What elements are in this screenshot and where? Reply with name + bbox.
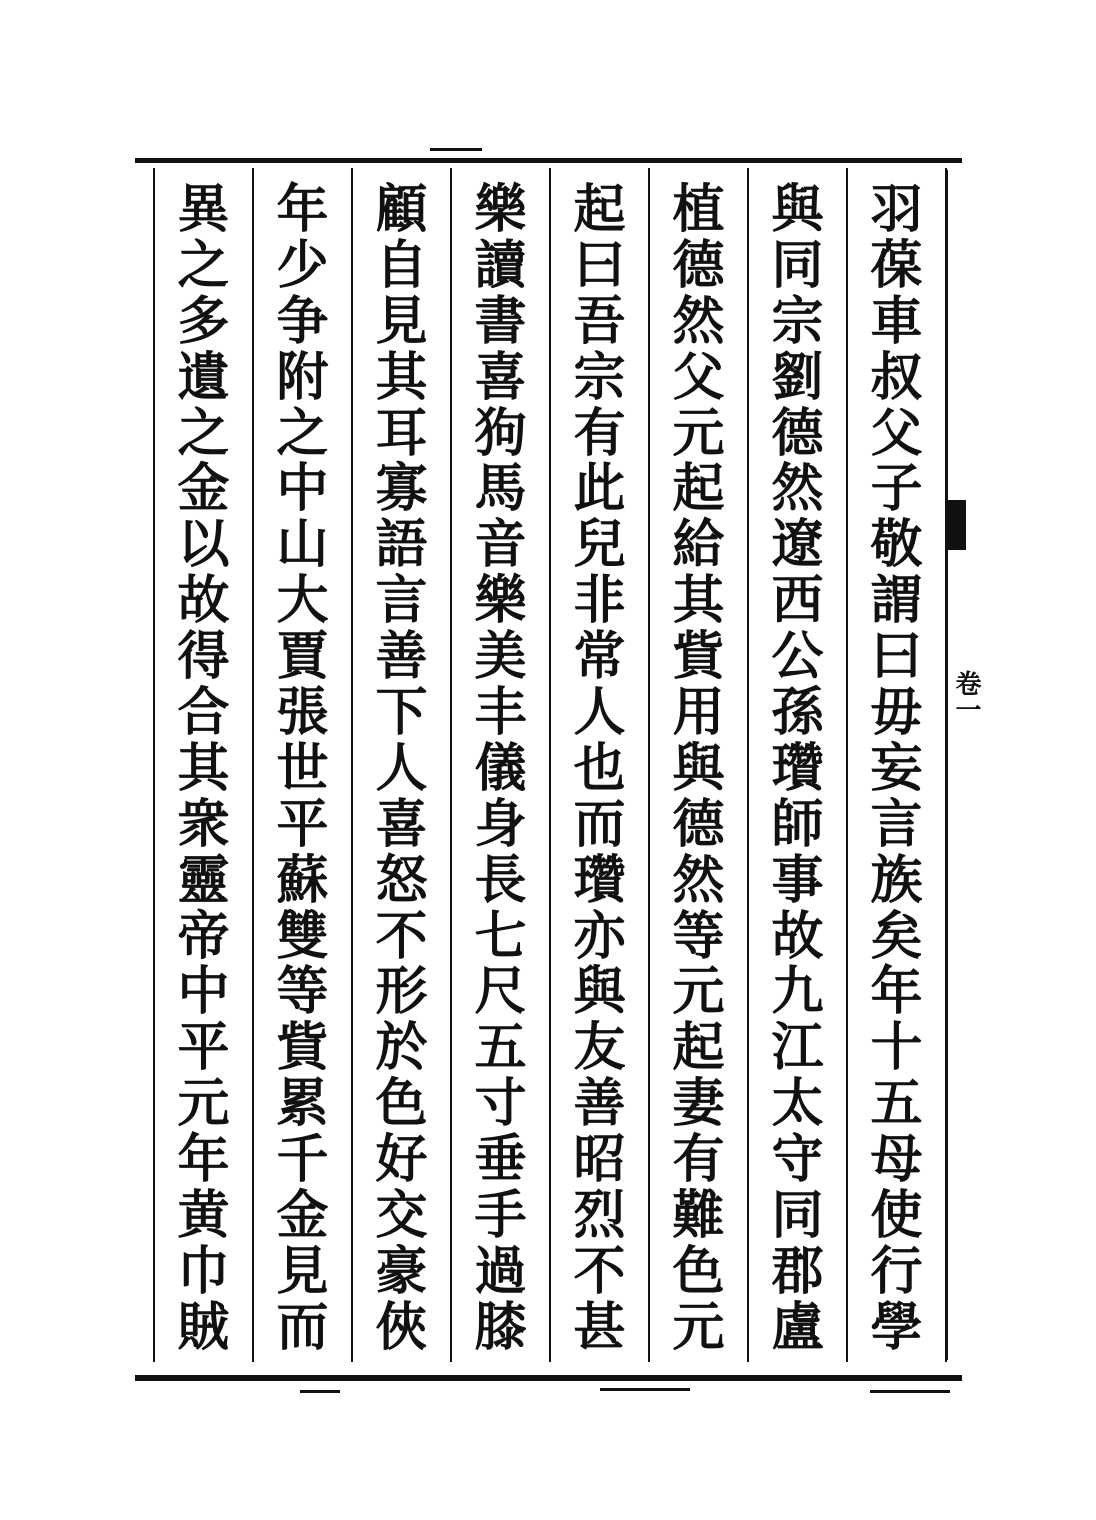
character: 形	[375, 961, 428, 1023]
character: 合	[177, 682, 230, 744]
character: 德	[771, 402, 824, 464]
character: 喜	[474, 346, 527, 408]
character: 瓚	[771, 737, 824, 799]
character: 靈	[177, 849, 230, 911]
character: 父	[870, 402, 923, 464]
character: 之	[177, 402, 230, 464]
character: 巾	[177, 1240, 230, 1302]
character: 黄	[177, 1185, 230, 1247]
character: 起	[672, 458, 725, 520]
character: 色	[672, 1240, 725, 1302]
character: 然	[672, 849, 725, 911]
character: 中	[276, 458, 329, 520]
character: 故	[771, 905, 824, 967]
character: 師	[771, 793, 824, 855]
character: 人	[573, 682, 626, 744]
character: 瓚	[573, 849, 626, 911]
character: 使	[870, 1185, 923, 1247]
character: 昭	[573, 1129, 626, 1191]
character: 樂	[474, 570, 527, 632]
text-column	[664, 179, 734, 1358]
character: 貲	[672, 626, 725, 688]
character: 有	[672, 1129, 725, 1191]
character: 金	[276, 1185, 329, 1247]
ink-speck	[430, 148, 482, 151]
ink-speck	[300, 1390, 340, 1393]
character: 山	[276, 514, 329, 576]
character: 平	[276, 793, 329, 855]
character: 得	[177, 626, 230, 688]
character: 用	[672, 682, 725, 744]
character: 父	[672, 346, 725, 408]
character: 元	[672, 1296, 725, 1358]
character: 也	[573, 737, 626, 799]
character: 同	[771, 234, 824, 296]
character: 行	[870, 1240, 923, 1302]
character: 敬	[870, 514, 923, 576]
character: 然	[672, 290, 725, 352]
column-rule	[252, 168, 254, 1362]
character: 亦	[573, 905, 626, 967]
character: 宗	[771, 290, 824, 352]
character: 張	[276, 682, 329, 744]
character: 不	[375, 905, 428, 967]
character: 身	[474, 793, 527, 855]
character: 喜	[375, 793, 428, 855]
character: 樂	[474, 179, 527, 240]
character: 言	[375, 570, 428, 632]
character: 烈	[573, 1185, 626, 1247]
character: 等	[672, 905, 725, 967]
character: 盧	[771, 1296, 824, 1358]
fishtail-mark	[946, 500, 966, 550]
character: 之	[177, 234, 230, 296]
character: 下	[375, 682, 428, 744]
character: 膝	[474, 1296, 527, 1358]
character: 植	[672, 179, 725, 240]
character: 垂	[474, 1129, 527, 1191]
character: 族	[870, 849, 923, 911]
top-border-rule	[135, 158, 962, 163]
character: 金	[177, 458, 230, 520]
character: 有	[573, 402, 626, 464]
character: 争	[276, 290, 329, 352]
character: 平	[177, 1017, 230, 1079]
margin-strip	[946, 170, 970, 1360]
character: 曰	[573, 234, 626, 296]
character: 公	[771, 626, 824, 688]
column-rule	[549, 168, 551, 1362]
character: 起	[672, 1017, 725, 1079]
character: 守	[771, 1129, 824, 1191]
character: 其	[672, 570, 725, 632]
character: 江	[771, 1017, 824, 1079]
character: 不	[573, 1240, 626, 1302]
character: 太	[771, 1073, 824, 1135]
character: 曰	[870, 626, 923, 688]
character: 而	[573, 793, 626, 855]
character: 郡	[771, 1240, 824, 1302]
character: 見	[276, 1240, 329, 1302]
text-column	[763, 179, 833, 1358]
character: 年	[276, 179, 329, 240]
character: 元	[672, 402, 725, 464]
character: 宗	[573, 346, 626, 408]
character: 賊	[177, 1296, 230, 1358]
character: 豪	[375, 1240, 428, 1302]
character: 妻	[672, 1073, 725, 1135]
character: 自	[375, 234, 428, 296]
character: 賈	[276, 626, 329, 688]
character: 中	[177, 961, 230, 1023]
character: 五	[474, 1017, 527, 1079]
character: 怒	[375, 849, 428, 911]
character: 顧	[375, 179, 428, 240]
text-column	[862, 179, 932, 1358]
character: 馬	[474, 458, 527, 520]
character: 與	[672, 737, 725, 799]
character: 寡	[375, 458, 428, 520]
text-column	[466, 179, 536, 1358]
character: 年	[870, 961, 923, 1023]
character: 附	[276, 346, 329, 408]
character: 異	[177, 179, 230, 240]
character: 起	[573, 179, 626, 240]
character: 以	[177, 514, 230, 576]
character: 好	[375, 1129, 428, 1191]
character: 書	[474, 290, 527, 352]
character: 千	[276, 1129, 329, 1191]
text-column	[565, 179, 635, 1358]
character: 與	[771, 179, 824, 240]
character: 尺	[474, 961, 527, 1023]
character: 故	[177, 570, 230, 632]
character: 之	[276, 402, 329, 464]
character: 人	[375, 737, 428, 799]
character: 葆	[870, 234, 923, 296]
character: 同	[771, 1185, 824, 1247]
character: 毋	[870, 682, 923, 744]
character: 遺	[177, 346, 230, 408]
character: 此	[573, 458, 626, 520]
character: 過	[474, 1240, 527, 1302]
text-frame	[153, 168, 945, 1362]
character: 謂	[870, 570, 923, 632]
character: 少	[276, 234, 329, 296]
character: 丰	[474, 682, 527, 744]
ink-speck	[870, 1390, 950, 1393]
character: 音	[474, 514, 527, 576]
character: 善	[573, 1073, 626, 1135]
character: 寸	[474, 1073, 527, 1135]
character: 言	[870, 793, 923, 855]
column-rule	[747, 168, 749, 1362]
character: 德	[672, 793, 725, 855]
character: 狗	[474, 402, 527, 464]
character: 年	[177, 1129, 230, 1191]
character: 讀	[474, 234, 527, 296]
character: 交	[375, 1185, 428, 1247]
character: 車	[870, 290, 923, 352]
character: 兒	[573, 514, 626, 576]
character: 大	[276, 570, 329, 632]
character: 手	[474, 1185, 527, 1247]
character: 元	[177, 1073, 230, 1135]
character: 西	[771, 570, 824, 632]
character: 子	[870, 458, 923, 520]
character: 而	[276, 1296, 329, 1358]
character: 世	[276, 737, 329, 799]
character: 難	[672, 1185, 725, 1247]
character: 善	[375, 626, 428, 688]
character: 遼	[771, 514, 824, 576]
character: 衆	[177, 793, 230, 855]
character: 然	[771, 458, 824, 520]
character: 常	[573, 626, 626, 688]
bottom-border-rule	[135, 1375, 962, 1381]
character: 元	[672, 961, 725, 1023]
character: 劉	[771, 346, 824, 408]
character: 事	[771, 849, 824, 911]
character: 德	[672, 234, 725, 296]
column-rule	[450, 168, 452, 1362]
character: 給	[672, 514, 725, 576]
character: 色	[375, 1073, 428, 1135]
character: 五	[870, 1073, 923, 1135]
text-column	[367, 179, 437, 1358]
character: 叔	[870, 346, 923, 408]
character: 儀	[474, 737, 527, 799]
character: 友	[573, 1017, 626, 1079]
character: 母	[870, 1129, 923, 1191]
character: 貲	[276, 1017, 329, 1079]
character: 與	[573, 961, 626, 1023]
character: 於	[375, 1017, 428, 1079]
character: 甚	[573, 1296, 626, 1358]
character: 累	[276, 1073, 329, 1135]
character: 矣	[870, 905, 923, 967]
column-rule	[846, 168, 848, 1362]
text-column	[169, 179, 239, 1358]
column-rule	[351, 168, 353, 1362]
ink-speck	[600, 1388, 690, 1391]
character: 耳	[375, 402, 428, 464]
column-rule	[648, 168, 650, 1362]
volume-label: 卷一	[951, 670, 981, 722]
character: 七	[474, 905, 527, 967]
character: 長	[474, 849, 527, 911]
character: 蘇	[276, 849, 329, 911]
character: 其	[177, 737, 230, 799]
character: 見	[375, 290, 428, 352]
character: 等	[276, 961, 329, 1023]
character: 羽	[870, 179, 923, 240]
text-column	[268, 179, 338, 1358]
character: 非	[573, 570, 626, 632]
character: 語	[375, 514, 428, 576]
character: 九	[771, 961, 824, 1023]
character: 吾	[573, 290, 626, 352]
column-rule	[153, 168, 155, 1362]
character: 孫	[771, 682, 824, 744]
character: 十	[870, 1017, 923, 1079]
character: 其	[375, 346, 428, 408]
character: 美	[474, 626, 527, 688]
character: 妄	[870, 737, 923, 799]
character: 帝	[177, 905, 230, 967]
character: 多	[177, 290, 230, 352]
character: 雙	[276, 905, 329, 967]
character: 俠	[375, 1296, 428, 1358]
character: 學	[870, 1296, 923, 1358]
